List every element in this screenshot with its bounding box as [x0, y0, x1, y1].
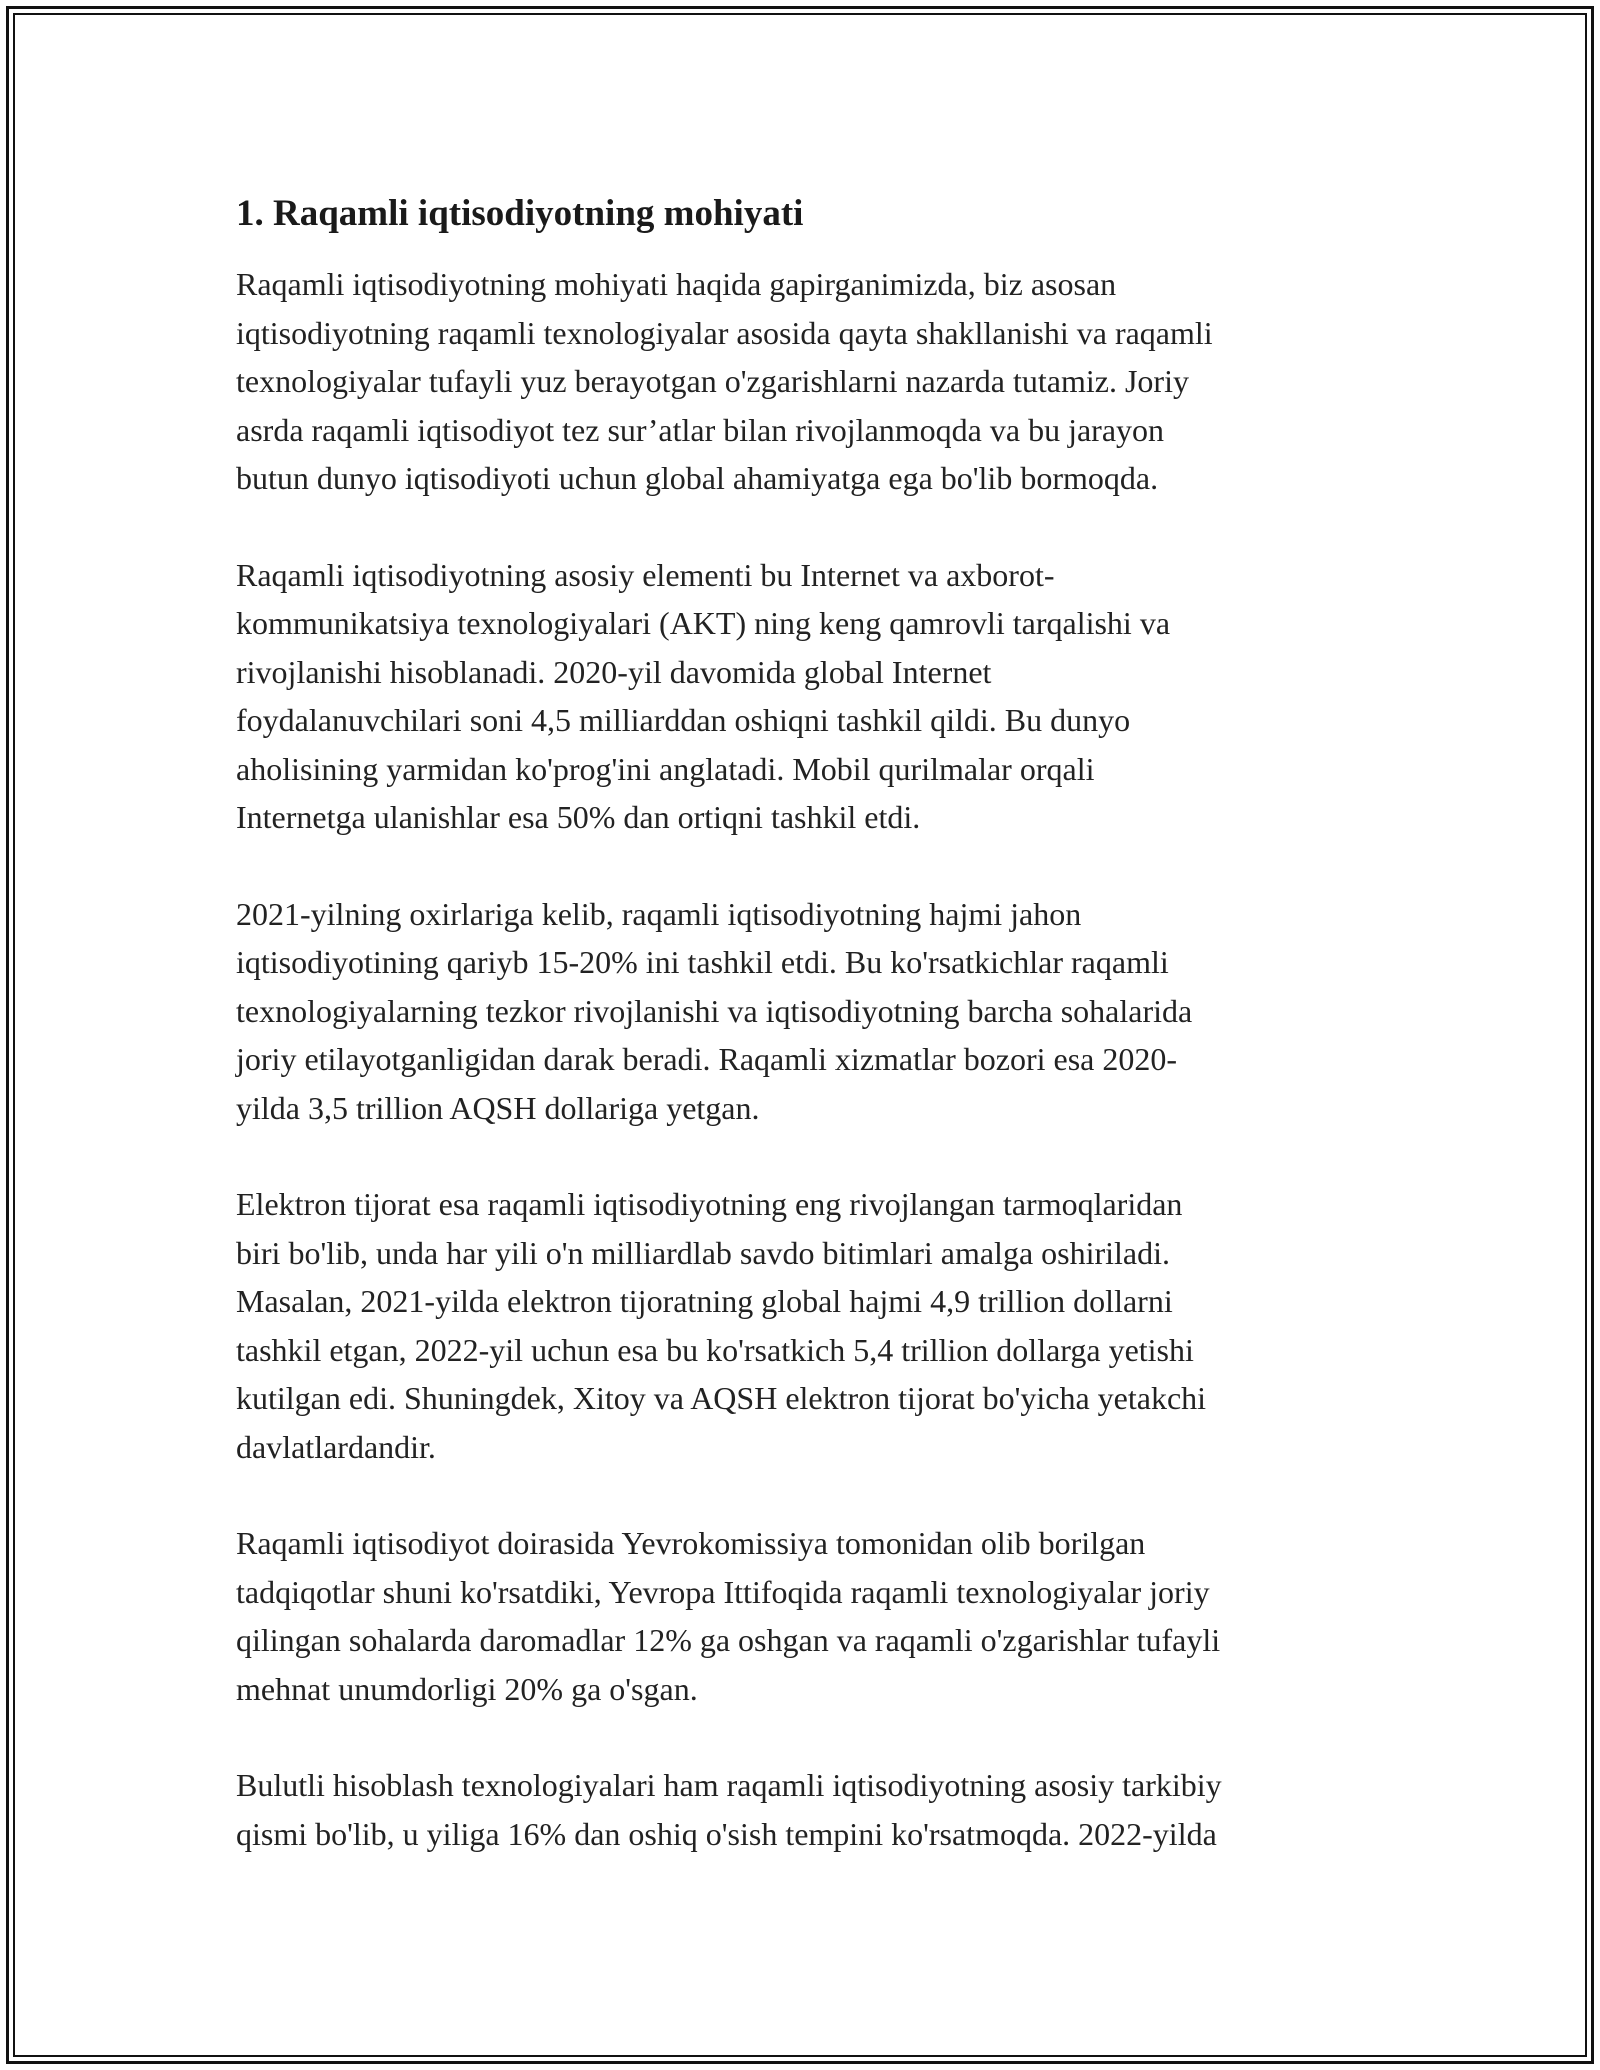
- paragraph-eu-research: Raqamli iqtisodiyot doirasida Yevrokomissiya tomonidan olib borilgan tadqiqotlar shuni ko'rsatdiki, Yevropa Ittifoqida raqamli texnologiyalar joriy qilingan sohalarda daromadlar 12% ga oshgan va raqamli o'zgarishlar tufayli mehnat unumdorligi 20% ga o'sgan.: [236, 1525, 1221, 1707]
- section-heading: 1. Raqamli iqtisodiyotning mohiyati: [236, 193, 804, 234]
- paragraph-e-commerce: Elektron tijorat esa raqamli iqtisodiyotning eng rivojlangan tarmoqlaridan biri bo'lib, unda har yili o'n milliardlab savdo bitimlari amalga oshiriladi. Masalan, 2021-yilda elektron tijoratning global hajmi 4,9 trillion dollarni tashkil etgan, 2022-yil uchun esa bu ko'rsatkich 5,4 trillion dollarga yetishi kutilgan edi. Shuningdek, Xitoy va AQSH elektron tijorat bo'yicha yetakchi davlatlardandir.: [236, 1186, 1207, 1465]
- paragraph-digital-economy-size: 2021-yilning oxirlariga kelib, raqamli iqtisodiyotning hajmi jahon iqtisodiyotining qariyb 15-20% ini tashkil etdi. Bu ko'rsatkichlar raqamli texnologiyalarning tezkor rivojlanishi va iqtisodiyotning barcha sohalarida joriy etilayotganligidan darak beradi. Raqamli xizmatlar bozori esa 2020- yilda 3,5 trillion AQSH dollariga yetgan.: [236, 895, 1193, 1126]
- paragraph-intro: Raqamli iqtisodiyotning mohiyati haqida gapirganimizda, biz asosan iqtisodiyotning raqamli texnologiyalar asosida qayta shakllanishi va raqamli texnologiyalar tufayli yuz berayotgan o'zgarishlarni nazarda tutamiz. Joriy asrda raqamli iqtisodiyot tez sur’atlar bilan rivojlanmoqda va bu jarayon butun dunyo iqtisodiyoti uchun global ahamiyatga ega bo'lib bormoqda.: [236, 266, 1213, 496]
- paragraph-cloud-computing: Bulutli hisoblash texnologiyalari ham raqamli iqtisodiyotning asosiy tarkibiy qismi bo'lib, u yiliga 16% dan oshiq o'sish tempini ko'rsatmoqda. 2022-yilda: [236, 1767, 1222, 1852]
- document-body: [236, 186, 1376, 1906]
- paragraph-internet-ict: Raqamli iqtisodiyotning asosiy elementi bu Internet va axborot- kommunikatsiya texnologiyalari (AKT) ning keng qamrovli tarqalishi va rivojlanishi hisoblanadi. 2020-yil davomida global Internet foydalanuvchilari soni 4,5 milliarddan oshiqni tashkil qildi. Bu dunyo aholisining yarmidan ko'prog'ini anglatadi. Mobil qurilmalar orqali Internetga ulanishlar esa 50% dan ortiqni tashkil etdi.: [236, 556, 1171, 835]
